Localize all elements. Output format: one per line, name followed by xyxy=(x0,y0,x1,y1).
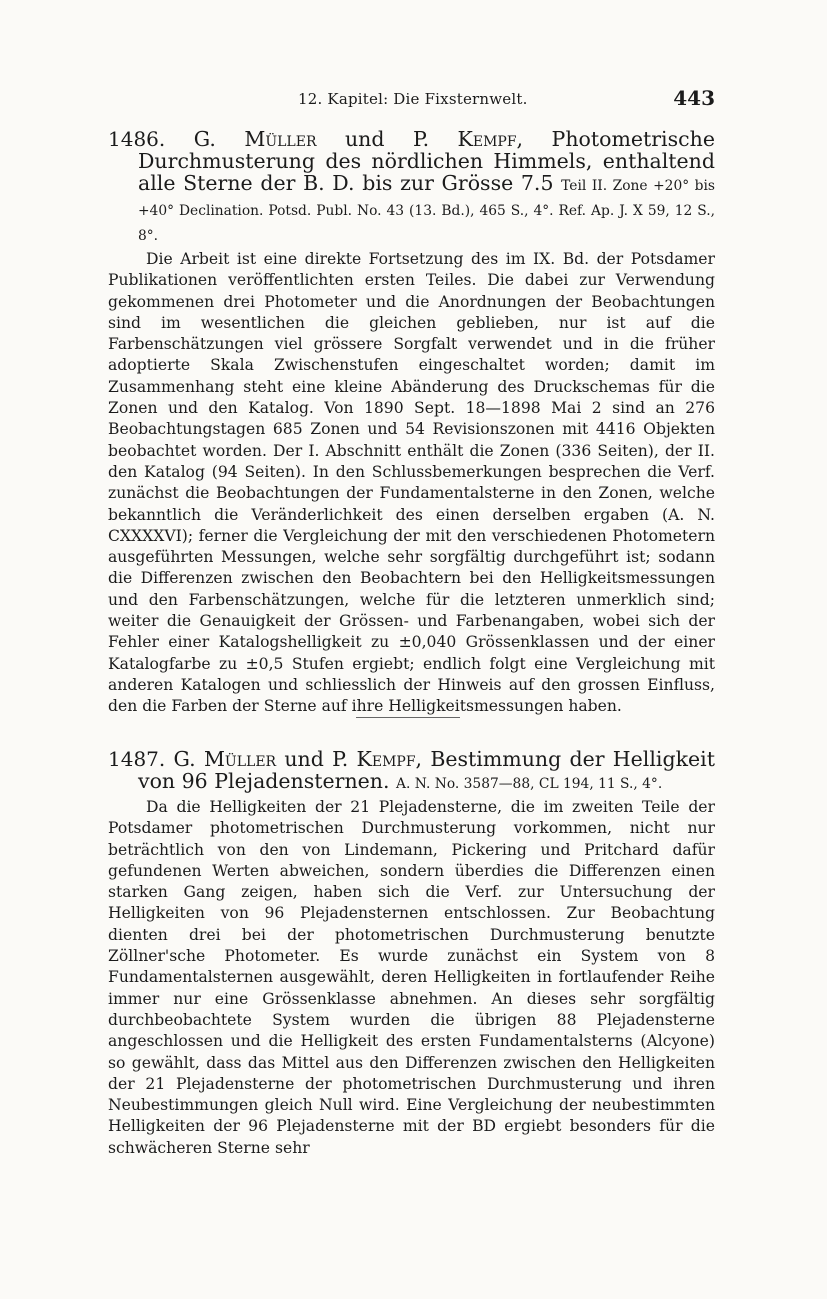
bibliography-entry-1487 xyxy=(108,748,715,1159)
author-name: Kempf, xyxy=(356,747,423,771)
author-name: Kempf, xyxy=(457,127,524,151)
separator-rule xyxy=(356,717,460,718)
entry-body: Da die Helligkeiten der 21 Plejadensterne, die im zweiten Teile der Potsdamer photometrischen Durchmusterung vorkommen, nicht nur beträchtlich von den von Lindemann, Pickering und Pritchard dafür gefundenen Werten abweichen, sondern überdies die Differenzen einen starken Gang zeigen, haben sich die Verf. zur Untersuchung der Helligkeiten von 96 Plejadensternen entschlossen. Zur Beobachtung dienten drei bei der photometrischen Durchmusterung benutzte Zöllner'sche Photometer. Es wurde zunächst ein System von 8 Fundamentalsternen ausgewählt, deren Helligkeiten in fortlaufender Reihe immer nur eine Grössenklasse abnehmen. An dieses sehr sorgfältig durchbeobachtete System wurden die übrigen 88 Plejadensterne angeschlossen und die Helligkeit des ersten Fundamentalsterns (Alcyone) so gewählt, dass das Mittel aus den Differenzen zwischen den Helligkeiten der 21 Plejadensterne der photometrischen Durchmusterung und ihren Neubestimmungen gleich Null wird. Eine Vergleichung der neubestimmten Helligkeiten der 96 Plejadensterne mit der BD ergiebt besonders für die schwächeren Sterne sehr xyxy=(108,798,715,1157)
author-name: Müller xyxy=(244,127,317,151)
author-initial: P. xyxy=(332,747,349,771)
author-initial: G. xyxy=(173,747,196,771)
author-initial: P. xyxy=(412,127,430,151)
chapter-title: 12. Kapitel: Die Fixsternwelt. xyxy=(298,90,528,108)
conjunction: und xyxy=(344,127,385,151)
bibliography-entry-1486 xyxy=(108,128,715,718)
entry-number: 1487. xyxy=(108,747,166,771)
entry-number: 1486. xyxy=(108,127,166,151)
entry-title: Bestimmung der Helligkeit von 96 Plejadensternen. xyxy=(138,747,715,793)
running-header xyxy=(108,86,715,112)
author-initial: G. xyxy=(193,127,216,151)
entry-heading xyxy=(108,748,715,795)
conjunction: und xyxy=(284,747,324,771)
entry-body: Die Arbeit ist eine direkte Fortsetzung des im IX. Bd. der Potsdamer Publikationen veröffentlichten ersten Teiles. Die dabei zur Verwendung gekommenen drei Photometer und die Anordnungen der Beobachtungen sind im wesentlichen die gleichen geblieben, nur ist auf die Farbenschätzungen viel grössere Sorgfalt verwendet und in die früher adoptierte Skala Zwischenstufen eingeschaltet worden; damit im Zusammenhang steht eine kleine Abänderung des Druckschemas für die Zonen und den Katalog. Von 1890 Sept. 18—1898 Mai 2 sind an 276 Beobachtungstagen 685 Zonen und 54 Revisionszonen mit 4416 Objekten beobachtet worden. Der I. Abschnitt enthält die Zonen (336 Seiten), der II. den Katalog (94 Seiten). In den Schlussbemerkungen besprechen die Verf. zunächst die Beobachtungen der Fundamentalsterne in den Zonen, welche bekanntlich die Veränderlichkeit des einen derselben ergaben (A. N. CXXXXVI); ferner die Vergleichung der mit den verschiedenen Photometern ausgeführten Messungen, welche sehr sorgfältig durchgeführt ist; sodann die Differenzen zwischen den Beobachtern bei den Helligkeitsmessungen und den Farbenschätzungen, welche für die letzteren unmerklich sind; weiter die Genauigkeit der Grössen- und Farbenangaben, wobei sich der Fehler einer Katalogshelligkeit zu ±0,040 Grössenklassen und der einer Katalogfarbe zu ±0,5 Stufen ergiebt; endlich folgt eine Vergleichung mit anderen Katalogen und schliesslich der Hinweis auf den grossen Einfluss, den die Farben der Sterne auf ihre Helligkeitsmessungen haben. xyxy=(108,250,715,716)
entry-bibliographic-details: Teil II. Zone +20° bis +40° Declination. Potsd. Publ. No. 43 (13. Bd.), 465 S., 4°. Ref. Ap. J. X 59, 12 S., 8°. xyxy=(138,178,716,244)
entry-heading xyxy=(108,128,715,247)
entry-bibliographic-details: A. N. No. 3587—88, CL 194, 11 S., 4°. xyxy=(396,776,663,792)
author-name: Müller xyxy=(203,747,277,771)
entry-title: Photometrische Durchmusterung des nördlichen Himmels, enthaltend alle Sterne der B. D. bis zur Grösse 7.5 xyxy=(138,127,715,195)
page-number: 443 xyxy=(673,86,715,110)
